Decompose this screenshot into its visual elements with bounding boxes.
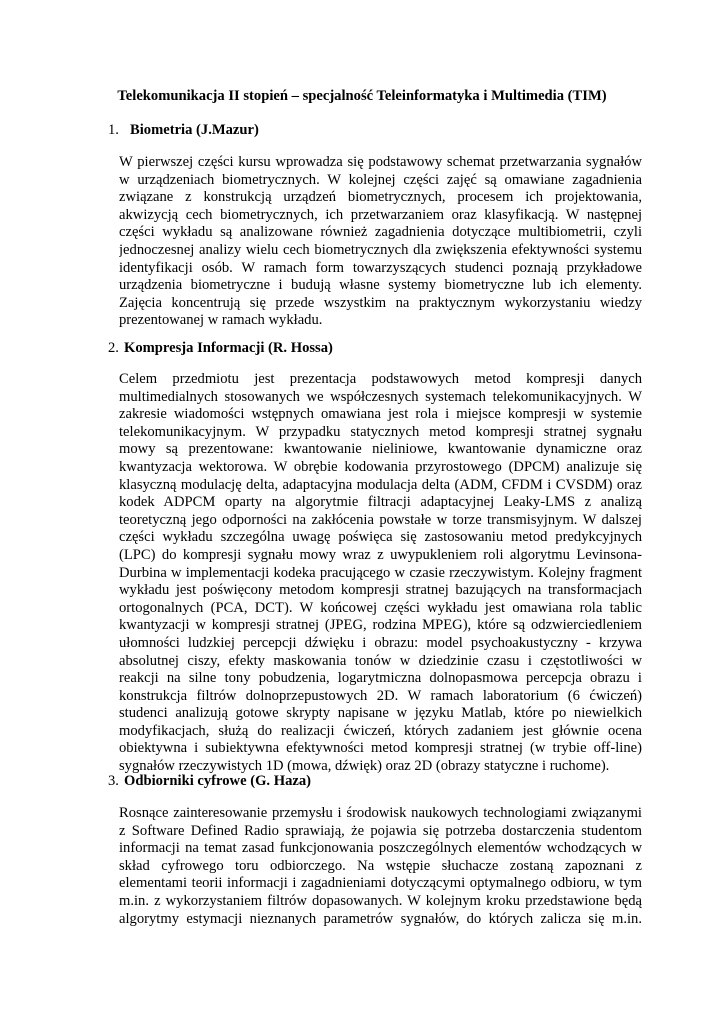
section-body-3 <box>119 805 642 928</box>
text-line: jednoczesnej analizy wielu cech biometrycznych dla zwiększenia efektywności systemu <box>119 241 642 258</box>
text-line: algorytmy estymacji nieznanych parametrów sygnałów, do których zalicza się m.in. <box>119 910 642 927</box>
text-line: akwizycją cech biometrycznych, ich przetwarzaniem oraz klasyfikacją. W następnej <box>119 206 642 223</box>
text-line: konstrukcja filtrów dolnoprzepustowych 2D. W ramach laboratorium (6 ćwiczeń) <box>119 687 642 704</box>
section-number: 1. <box>108 122 119 138</box>
text-line: multimedialnych stosowanych we współczesnych systemach telekomunikacyjnych. W <box>119 388 642 405</box>
section-body-1 <box>119 154 642 330</box>
text-line: wykładu jest poświęcony metodom kompresji stratnej bazujących na transformacjach <box>119 582 642 599</box>
text-line: studenci analizują gotowe skrypty napisane w języku Matlab, które po niewielkich <box>119 705 642 722</box>
text-line: ułomności ludzkiej percepcji dźwięku i obrazu: model psychoakustyczny - krzywa <box>119 634 642 651</box>
section-title: Kompresja Informacji (R. Hossa) <box>124 340 333 356</box>
text-line: kodek ADPCM oparty na algorytmie filtracji adaptacyjnej Leaky-LMS z analizą <box>119 494 642 511</box>
text-line: W pierwszej części kursu wprowadza się podstawowy schemat przetwarzania sygnałów <box>119 154 642 170</box>
text-line: zakresie wiadomości wstępnych omawiana jest rola i miejsce kompresji w systemie <box>119 406 642 423</box>
text-line: skład cyfrowego toru odbiorczego. Na wstępie słuchacze zostaną zapoznani z <box>119 857 642 874</box>
text-line: Celem przedmiotu jest prezentacja podstawowych metod kompresji danych <box>119 371 642 387</box>
text-line: (LPC) do kompresji sygnału mowy wraz z uwypukleniem roli algorytmu Levinsona- <box>119 546 642 563</box>
text-line: w urządzeniach biometrycznych. W kolejnej części zajęć są omawiane zagadnienia <box>119 171 642 188</box>
text-line: klasyczną modulację delta, adaptacyjna modulacja delta (ADM, CFDM i CVSDM) oraz <box>119 476 642 493</box>
text-line: modyfikacjach, służą do realizacji ćwiczeń, których zadaniem jest głównie ocena <box>119 722 642 739</box>
text-line: m.in. z wykorzystaniem filtrów dopasowanych. W kolejnym kroku przedstawione będą <box>119 892 642 909</box>
text-line: Durbina w implementacji kodeka pracującego w czasie rzeczywistym. Kolejny fragment <box>119 564 642 581</box>
text-line: kwantyzacja wektorowa. W obrębie kodowania przyrostowego (DPCM) analizuje się <box>119 458 642 475</box>
section-number: 2. <box>108 340 119 356</box>
section-heading-1 <box>108 121 259 139</box>
section-title: Odbiorniki cyfrowe (G. Haza) <box>124 773 312 789</box>
text-line: sygnałów rzeczywistych 1D (mowa, dźwięk) oraz 2D (obrazy statyczne i ruchome). <box>119 758 610 775</box>
text-line: ortogonalnych (PCA, DCT). W końcowej części wykładu jest omawiana rola tablic <box>119 599 642 616</box>
text-line: Rosnące zainteresowanie przemysłu i środowisk naukowych technologiami związanymi <box>119 805 642 821</box>
text-line: z Software Defined Radio sprawiają, że pojawia się potrzeba dostarczenia studentom <box>119 822 642 839</box>
section-number: 3. <box>108 773 119 789</box>
text-line: Zajęcia koncentrują się przede wszystkim na praktycznym wykorzystaniu wiedzy <box>119 294 642 311</box>
text-line: identyfikacji osób. W ramach form towarzyszących studenci poznają przykładowe <box>119 259 642 276</box>
section-heading-3 <box>108 772 311 790</box>
text-line: części wykładu są analizowane również zagadnienia dotyczące multibiometrii, czyli <box>119 224 642 241</box>
text-line: urządzenia biometryczne i budują własne systemy biometryczne lub ich elementy. <box>119 277 642 294</box>
text-line: reakcji na silne tony pobudzenia, logarytmiczna dolnopasmowa percepcja obrazu i <box>119 670 642 687</box>
section-body-2 <box>119 371 642 776</box>
text-line: obiektywna i subiektywna efektywności metod kompresji stratnej (w trybie off-line) <box>119 740 642 757</box>
text-line: telekomunikacyjnym. W przypadku statycznych metod kompresji stratnej sygnału <box>119 423 642 440</box>
text-line: mowy są prezentowane: kwantowanie nieliniowe, kwantowanie dynamiczne oraz <box>119 441 642 458</box>
text-line: informacji na temat zasad funkcjonowania poszczególnych elementów wchodzących w <box>119 840 642 857</box>
text-line: części wykładu szczególna uwagę poświęca się zastosowaniu metod predykcyjnych <box>119 529 642 546</box>
section-heading-2 <box>108 339 333 357</box>
page-title: Telekomunikacja II stopień – specjalność Teleinformatyka i Multimedia (TIM) <box>117 88 607 104</box>
text-line: teoretyczną jego odporności na zakłócenia powstałe w torze transmisyjnym. W dalszej <box>119 511 642 528</box>
text-line: związane z konstrukcją urządzeń biometrycznych, procesem ich projektowania, <box>119 189 642 206</box>
text-line: elementami teorii informacji i zagadnieniami dotyczącymi optymalnego odbioru, w tym <box>119 875 642 892</box>
text-line: absolutnej ciszy, efekty maskowania tonów w dziedzinie czasu i częstotliwości w <box>119 652 642 669</box>
section-title: Biometria (J.Mazur) <box>130 122 259 138</box>
text-line: prezentowanej w ramach wykładu. <box>119 312 323 329</box>
text-line: kwantyzacji w kompresji stratnej (JPEG, rodzina MPEG), które są odzwierciedleniem <box>119 617 642 634</box>
